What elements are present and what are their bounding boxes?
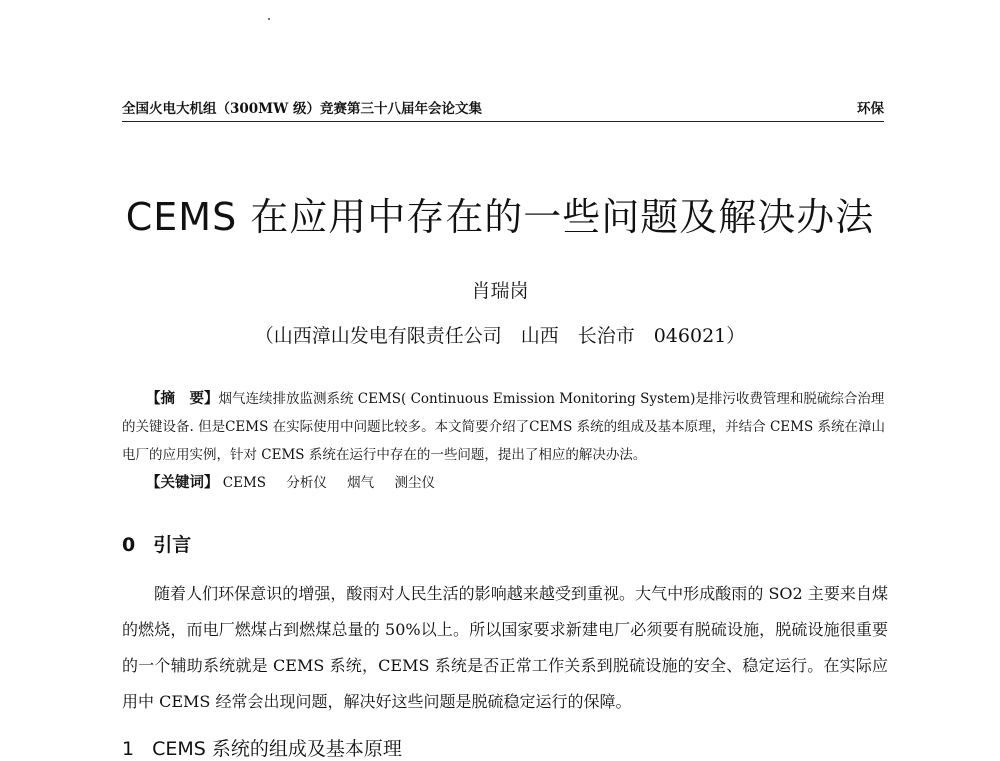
keyword-item: 烟气 xyxy=(347,475,375,491)
author-affiliation: （山西漳山发电有限责任公司 山西 长治市 046021） xyxy=(254,325,746,347)
section-title: 引言 xyxy=(153,534,192,556)
abstract-label: 【摘 要】 xyxy=(146,391,219,407)
running-header-left: 全国火电大机组（300MW 级）竞赛第三十八届年会论文集 xyxy=(122,101,482,117)
author-name: 肖瑞岗 xyxy=(471,280,529,302)
scan-artifact xyxy=(268,18,270,20)
paper-title: CEMS 在应用中存在的一些问题及解决办法 xyxy=(125,195,875,239)
abstract-text: 烟气连续排放监测系统 CEMS( Continuous Emission Monitoring System)是排污收费管理和脱硫综合治理的关键设备. 但是CEMS 在实际使用中问题比较多。本文简要介绍了CEMS 系统的组成及基本原理，并结合 CEMS 系统在漳山电厂的应用实例，针对 CEMS 系统在运行中存在的一些问题，提出了相应的解决办法。 xyxy=(122,391,886,463)
keyword-item: 测尘仪 xyxy=(394,475,435,491)
running-header-right: 环保 xyxy=(857,101,884,117)
section-number: 0 xyxy=(122,534,136,556)
section-number: 1 xyxy=(122,738,135,760)
keyword-item: 分析仪 xyxy=(286,475,327,491)
introduction-paragraph: 随着人们环保意识的增强，酸雨对人民生活的影响越来越受到重视。大气中形成酸雨的 SO2 主要来自煤的燃烧，而电厂燃煤占到燃煤总量的 50%以上。所以国家要求新建电厂必须要有脱硫设施，脱硫设施很重要的一个辅助系统就是 CEMS 系统，CEMS 系统是否正常工作关系到脱硫设施的安全、稳定运行。在实际应用中 CEMS 经常会出现问题，解决好这些问题是脱硫稳定运行的保障。 xyxy=(122,584,888,711)
abstract xyxy=(122,385,888,469)
section-title: CEMS 系统的组成及基本原理 xyxy=(152,738,402,760)
running-header xyxy=(122,98,884,122)
keywords-label: 【关键词】 xyxy=(146,475,219,491)
keyword-item: CEMS xyxy=(222,475,267,491)
section-heading-cems-composition xyxy=(122,734,402,761)
keywords xyxy=(146,469,451,497)
section-heading-introduction xyxy=(122,530,191,557)
